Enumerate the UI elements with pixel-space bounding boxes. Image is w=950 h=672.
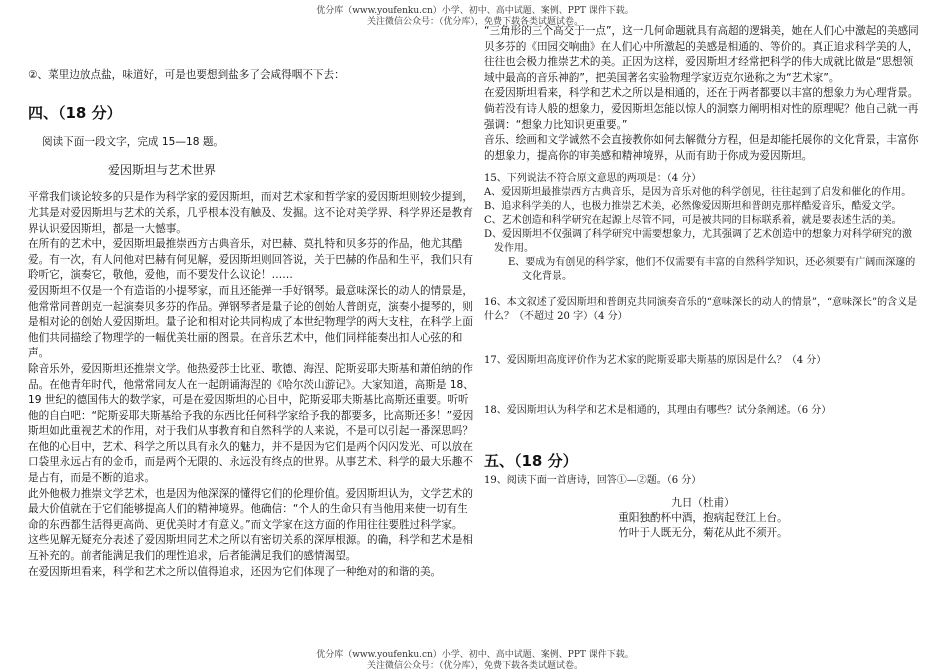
question-15-option: C、艺术创造和科学研究在起源上尽管不同，可是被共同的目标联系着，就是要表述生活的美。 [484,215,902,227]
header-line-1: 优分库（www.youfenku.cn）小学、初中、高中试题、案例、PPT 课件下载。 [316,6,634,16]
question-15-option: E、要成为有创见的科学家，他们不仅需要有丰富的自然科学知识，还必须要有广阔而深邃的文化背景。 [508,257,916,283]
header-line-2: 关注微信公众号：（优分库），免费下载各类试题试卷。 [366,17,583,27]
article-paragraph: 在爱因斯坦看来，科学和艺术之所以是相通的，还在于两者都要以丰富的想象力为心理背景。倘若没有诗人般的想象力，爱因斯坦怎能以惊人的洞察力阐明相对性的原理呢？他自己就一再强调：“想象力比知识更重要。” [484,87,919,131]
poem-title: 九日（杜甫） [671,496,735,509]
section-five-heading: 五、（18 分） [484,452,578,471]
article-paragraph: 这些见解无疑充分表述了爱因斯坦同艺术之所以有密切关系的深厚根源。的确，科学和艺术是相互补充的。前者能满足我们的理性追求，后者能满足我们的感情渴望。 [28,534,473,563]
previous-question-note: ②、菜里边放点盐，味道好，可是也要想到盐多了会咸得咽不下去： [28,69,345,81]
left-column [28,30,476,580]
article-paragraph: 此外他极力推崇文学艺术，也是因为他深深的懂得它们的伦理价值。爱因斯坦认为，文学艺术的最大价值就在于它们能够提高人们的精神境界。他确信：“个人的生命只有当他用来使一切有生命的东西都生活得更高尚、更优美时才有意义。”而文学家在这方面的作用往往要胜过科学家。 [28,487,473,531]
article-paragraph: 爱因斯坦不仅是一个有造诣的小提琴家，而且还能弹一手好钢琴。最意味深长的动人的情景是，他常常同普朗克一起演奏贝多芬的作品。弹钢琴者是量子论的创始人普朗克，演奏小提琴的，则是相对论的创始人爱因斯坦。量子论和相对论共同构成了本世纪物理学的两大支柱，在科学上面他们共同描绘了物理学的一幅优美壮丽的图景。在音乐艺术中，他们同样能奏出扣人心弦的和声。 [28,284,473,360]
right-column [484,24,922,541]
poem-line: 竹叶于人既无分，菊花从此不须开。 [618,526,788,539]
question-18: 18、爱因斯坦认为科学和艺术是相通的，其理由有哪些？试分条阐述。（6 分） [484,405,832,417]
question-16: 16、本文叙述了爱因斯坦和普朗克共同演奏音乐的“意味深长的动人的情景”，“意味深长”的含义是什么？（不超过 20 字）（4 分） [484,297,918,323]
article-title: 爱因斯坦与艺术世界 [108,162,217,177]
question-15-option: A、爱因斯坦最推崇西方古典音乐，是因为音乐对他的科学创见，往往起到了启发和催化的作用。 [484,187,912,199]
article-paragraph: “三角形的三个高交于一点”，这一几何命题就具有高超的逻辑美，她在人们心中激起的美感同贝多芬的《田园交响曲》在人们心中所激起的美感是相通的、等价的。真正追求科学美的人，往往也会极力推崇艺术的美。正因为这样，爱因斯坦才经常把科学的伟大成就比做是“思想领域中最高的音乐神韵”，把美国著名实验物理学家迈克尔逊称之为“艺术家”。 [484,25,919,84]
section-four-heading: 四、（18 分） [28,103,122,122]
article-body [28,190,476,580]
question-15-option: B、追求科学美的人，也极力推崇艺术美，必然像爱因斯坦和普朗克那样酷爱音乐，酷爱文学。 [484,201,902,213]
article-paragraph: 除音乐外，爱因斯坦还推崇文学。他热爱莎士比亚、歌德、海涅、陀斯妥耶夫斯基和萧伯纳的作品。在他青年时代，他常常同友人在一起朗诵海涅的《哈尔茨山游记》。大家知道，高斯是 18、19 世纪的德国伟大的数学家，可是在爱因斯坦的心目中，陀斯妥耶夫斯基比高斯还重要。听听他的自白吧：“陀斯妥耶夫斯基给予我的东西比任何科学家给予我的都要多，比高斯还多！”爱因斯坦如此重视艺术的作用，对于我们从事教育和自然科学的人来说，不是可以引起一番深思吗？ [28,362,474,438]
poem-line: 重阳独酌杯中酒，抱病起登江上台。 [618,511,788,524]
article-paragraph: 平常我们谈论较多的只是作为科学家的爱因斯坦，而对艺术家和哲学家的爱因斯坦则较少提到，尤其是对爱因斯坦与艺术的关系，几乎根本没有触及、发掘。这不论对美学界、科学界还是教育界认识爱因斯坦，都是一大憾事。 [28,191,473,235]
article-paragraph: 音乐、绘画和文学诚然不会直接教你如何去解微分方程，但是却能托展你的文化背景，丰富你的想象力，提高你的审美感和精神境界，从而有助于你成为爱因斯坦。 [484,134,919,162]
page-footer [0,650,950,672]
question-19: 19、阅读下面一首唐诗，回答①—②题。（6 分） [484,474,702,486]
question-15: 15、下列说法不符合原文意思的两项是：（4 分） [484,173,702,185]
article-paragraph: 在他的心目中，艺术、科学之所以具有永久的魅力，并不是因为它们是两个闪闪发光、可以放在口袋里永远占有的金币，而是两个无限的、永远没有终点的世界。从事艺术、科学的最大乐趣不是占有，而是不断的追求。 [28,440,473,485]
article-paragraph: 在所有的艺术中，爱因斯坦最推崇西方古典音乐，对巴赫、莫扎特和贝多芬的作品，他尤其酷爱。有一次，有人问他对巴赫有何见解，爱因斯坦则回答说，关于巴赫的作品和生平，我们只有聆听它，演奏它，敬他，爱他，而不要发什么议论！…… [28,238,473,282]
reading-instruction: 阅读下面一段文字，完成 15—18 题。 [42,136,225,149]
question-15-option: D、爱因斯坦不仅强调了科学研究中需要想象力，尤其强调了艺术创造中的想象力对科学研究的激发作用。 [484,229,913,255]
footer-line-2: 关注微信公众号：（优分库），免费下载各类试题试卷。 [366,661,583,671]
question-17: 17、爱因斯坦高度评价作为艺术家的陀斯妥耶夫斯基的原因是什么？（4 分） [484,355,827,367]
article-paragraph: 在爱因斯坦看来，科学和艺术之所以值得追求，还因为它们体现了一种绝对的和谐的美。 [28,565,442,578]
footer-line-1: 优分库（www.youfenku.cn）小学、初中、高中试题、案例、PPT 课件下载。 [316,650,634,660]
